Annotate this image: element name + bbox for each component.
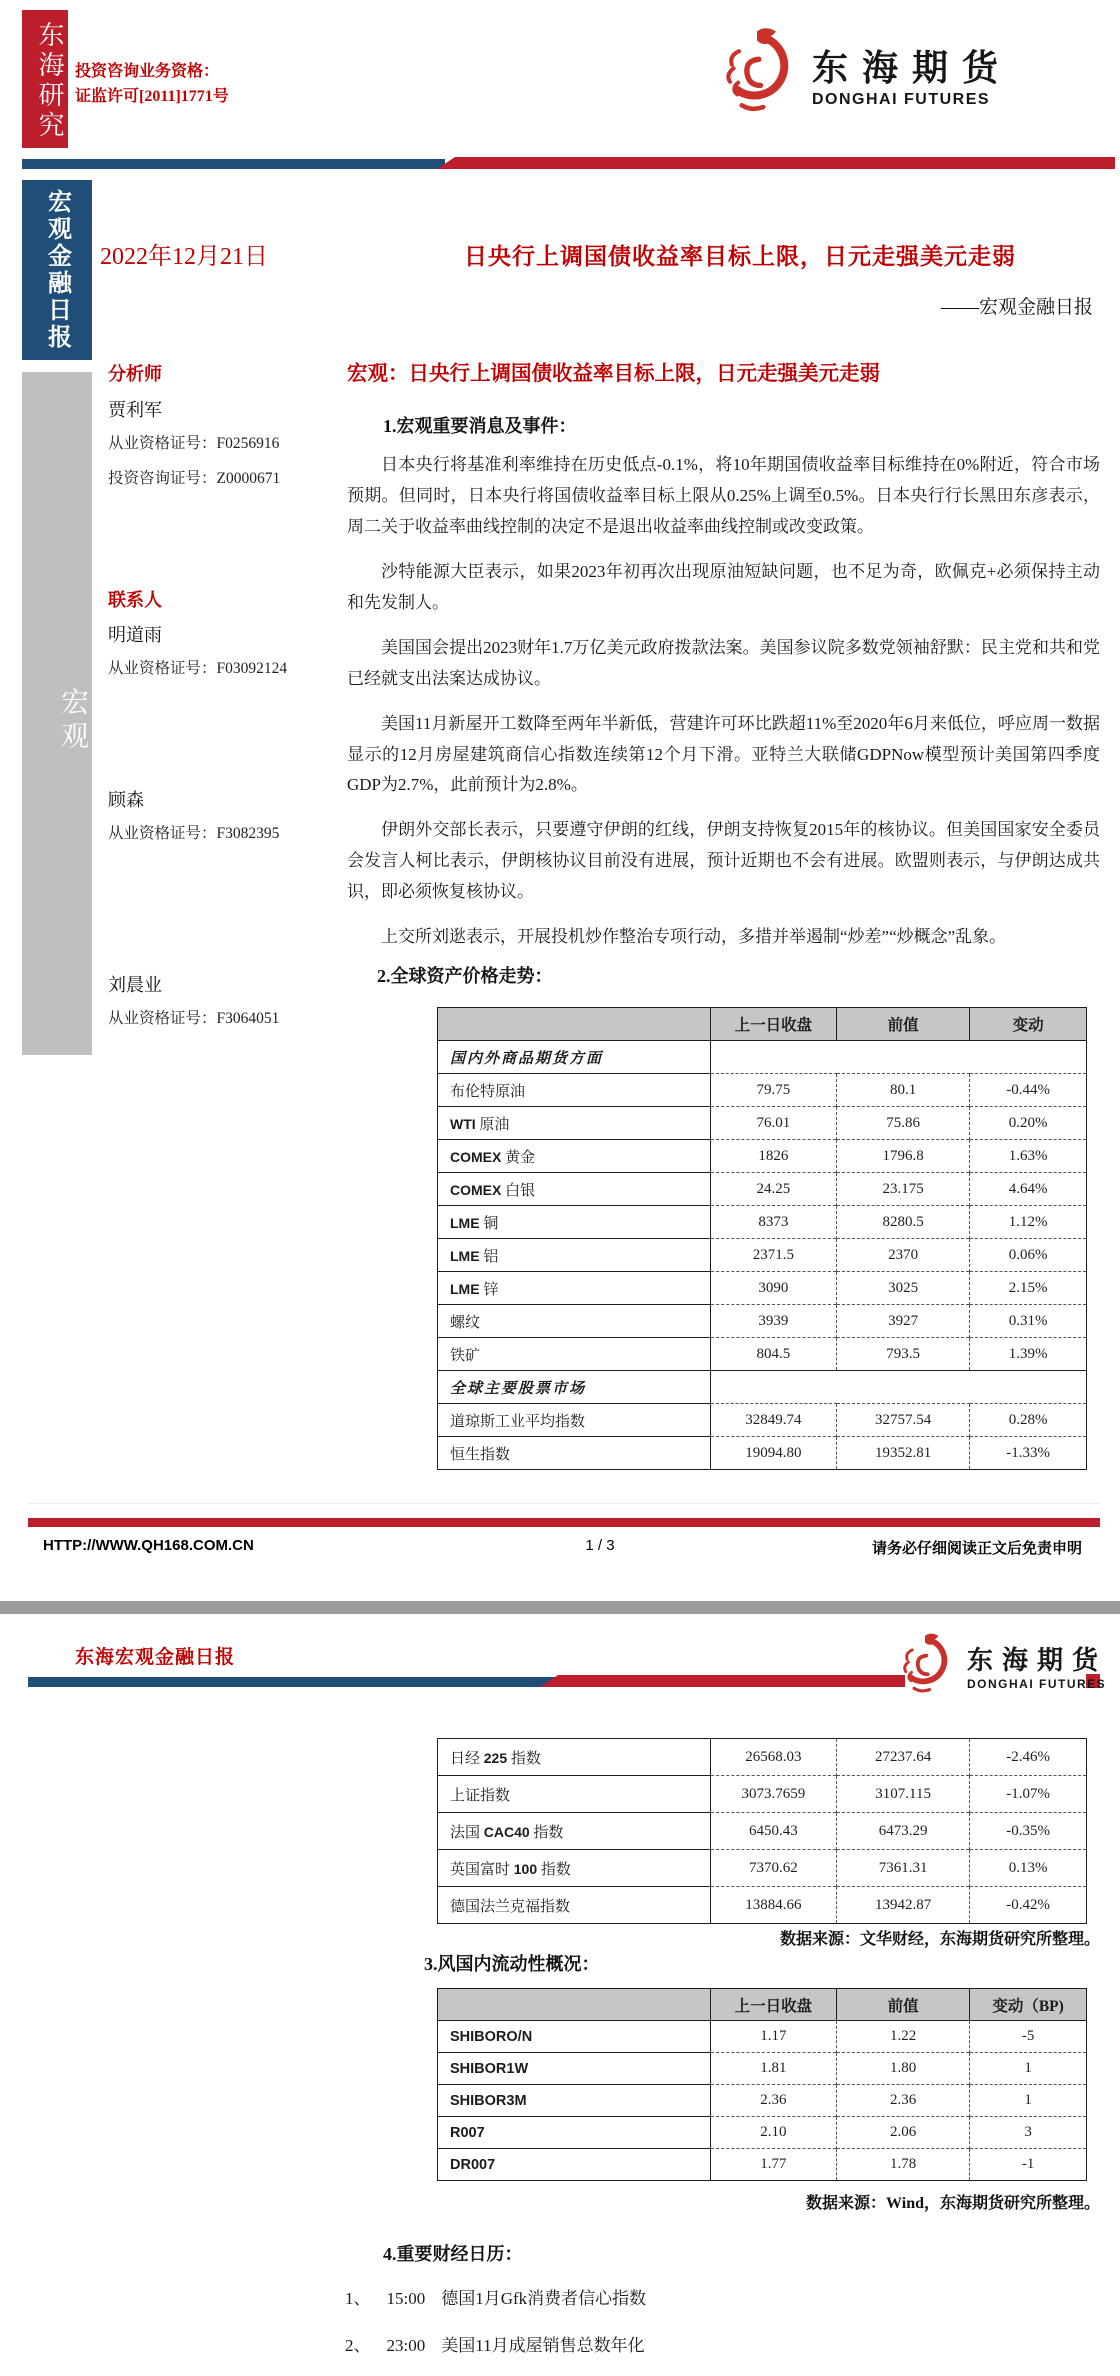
value-cell: -0.35% <box>970 1813 1087 1850</box>
header-rule-red <box>437 157 1115 169</box>
row-label: LME 铜 <box>438 1206 711 1239</box>
table-header-row <box>438 1989 1087 2021</box>
section-block <box>22 372 92 1055</box>
row-label: 英国富时 100 指数 <box>438 1850 711 1887</box>
value-cell: 2.10 <box>710 2117 837 2149</box>
analyst-cert: 从业资格证号：F0256916 <box>108 435 280 452</box>
value-cell: 2371.5 <box>710 1239 837 1272</box>
news-paragraph: 日本央行将基准利率维持在历史低点-0.1%，将10年期国债收益率目标维持在0%附近，符合市场预期。但同时，日本央行将国债收益率目标上限从0.25%上调至0.5%。日本央行行长黑田东彦表示，周二关于收益率曲线控制的决定不是退出收益率曲线控制或改变政策。 <box>347 455 1100 536</box>
report-subtitle: ——宏观金融日报 <box>940 297 1093 318</box>
page2-header-title: 东海宏观金融日报 <box>75 1647 236 1668</box>
section-empty-cell <box>710 1371 1086 1404</box>
row-label: WTI 原油 <box>438 1107 711 1140</box>
row-label: 法国 CAC40 指数 <box>438 1813 711 1850</box>
value-cell: 19094.80 <box>710 1437 837 1470</box>
value-cell: 7370.62 <box>710 1850 837 1887</box>
value-cell: 3090 <box>710 1272 837 1305</box>
table-row <box>438 1206 1087 1239</box>
table-row <box>438 1140 1087 1173</box>
row-label: 上证指数 <box>438 1776 711 1813</box>
value-cell: 1.17 <box>710 2021 837 2053</box>
contact-name: 明道雨 <box>108 625 162 645</box>
value-cell: 75.86 <box>837 1107 970 1140</box>
row-label: SHIBOR1W <box>438 2053 711 2085</box>
contact-cert: 从业资格证号：F3064051 <box>108 1010 280 1027</box>
news-paragraphs <box>347 450 1100 953</box>
news-paragraph: 美国11月新屋开工数降至两年半新低，营建许可环比跌超11%至2020年6月来低位，呼应周一数据显示的12月房屋建筑商信心指数连续第12个月下滑。亚特兰大联储GDPNow模型预计美国第四季度GDP为2.7%，此前预计为2.8%。 <box>347 713 1100 795</box>
banner-text: 东海研究 <box>35 21 64 141</box>
value-cell: 3073.7659 <box>710 1776 837 1813</box>
section-empty-cell <box>710 1041 1086 1074</box>
table-row <box>438 1338 1087 1371</box>
table-row <box>438 1173 1087 1206</box>
macro-section-heading: 宏观：日央行上调国债收益率目标上限，日元走强美元走弱 <box>347 363 880 385</box>
logo-en-text: DONGHAI FUTURES <box>967 1677 1107 1691</box>
table-row <box>438 1887 1087 1924</box>
value-cell: 3025 <box>837 1272 970 1305</box>
value-cell: 1.63% <box>970 1140 1087 1173</box>
row-label: 铁矿 <box>438 1338 711 1371</box>
row-label: 日经 225 指数 <box>438 1739 711 1776</box>
value-cell: 13884.66 <box>710 1887 837 1924</box>
table-row <box>438 1404 1087 1437</box>
header-cell: 变动（BP) <box>970 1989 1087 2021</box>
value-cell: 0.20% <box>970 1107 1087 1140</box>
table-row <box>438 1850 1087 1887</box>
value-cell: 1 <box>970 2085 1087 2117</box>
value-cell: 23.175 <box>837 1173 970 1206</box>
value-cell: -1.07% <box>970 1776 1087 1813</box>
report-title: 日央行上调国债收益率目标上限，日元走强美元走弱 <box>464 244 1016 269</box>
header-cell: 上一日收盘 <box>710 1008 837 1041</box>
header-cell: 变动 <box>970 1008 1087 1041</box>
footer-url: HTTP://WWW.QH168.COM.CN <box>43 1537 254 1554</box>
data-table <box>437 1007 1087 1470</box>
value-cell: 1.77 <box>710 2149 837 2181</box>
row-label: DR007 <box>438 2149 711 2181</box>
analyst-cert: 投资咨询证号：Z0000671 <box>108 470 281 487</box>
calendar-item-no: 2、 <box>345 2336 371 2355</box>
page2-rule-red <box>540 1675 905 1687</box>
header-cell <box>438 1008 711 1041</box>
news-paragraph: 伊朗外交部长表示，只要遵守伊朗的红线，伊朗支持恢复2015年的核协议。但美国国家安全委员会发言人柯比表示，伊朗核协议目前没有进展，预计近期也不会有进展。欧盟则表示，与伊朗达成共识，即必须恢复核协议。 <box>347 820 1100 902</box>
news-section <box>347 356 1100 967</box>
data-source-note: 数据来源：Wind，东海期货研究所整理。 <box>806 2195 1100 2212</box>
row-label: COMEX 白银 <box>438 1173 711 1206</box>
table-row <box>438 1739 1087 1776</box>
value-cell: 2.36 <box>710 2085 837 2117</box>
calendar-item-time: 15:00 <box>386 2289 426 2308</box>
value-cell: 76.01 <box>710 1107 837 1140</box>
report-date: 2022年12月21日 <box>100 244 268 270</box>
value-cell: 1 <box>970 2053 1087 2085</box>
table-row <box>438 1305 1087 1338</box>
value-cell: 19352.81 <box>837 1437 970 1470</box>
value-cell: 0.06% <box>970 1239 1087 1272</box>
row-label: R007 <box>438 2117 711 2149</box>
value-cell: 3939 <box>710 1305 837 1338</box>
value-cell: 80.1 <box>837 1074 970 1107</box>
data-source-note: 数据来源：文华财经，东海期货研究所整理。 <box>779 1931 1100 1948</box>
value-cell: 4.64% <box>970 1173 1087 1206</box>
page2-rule-blue <box>28 1677 555 1687</box>
value-cell: 1.81 <box>710 2053 837 2085</box>
report-type-text: 宏观金融日报 <box>43 189 70 351</box>
value-cell: -0.42% <box>970 1887 1087 1924</box>
table-row <box>438 1437 1087 1470</box>
table-row <box>438 1272 1087 1305</box>
contact-name: 刘晨业 <box>108 975 162 995</box>
value-cell: 6450.43 <box>710 1813 837 1850</box>
value-cell: -2.46% <box>970 1739 1087 1776</box>
value-cell: 7361.31 <box>837 1850 970 1887</box>
value-cell: 1.22 <box>837 2021 970 2053</box>
value-cell: 79.75 <box>710 1074 837 1107</box>
qualification-text <box>75 60 229 110</box>
header-cell: 前值 <box>837 1008 970 1041</box>
contact-label: 联系人 <box>108 590 162 610</box>
row-label: 道琼斯工业平均指数 <box>438 1404 711 1437</box>
table-row <box>438 1239 1087 1272</box>
calendar-item <box>345 2331 661 2356</box>
row-label: COMEX 黄金 <box>438 1140 711 1173</box>
footer-disclaimer: 请务必仔细阅读正文后免责申明 <box>871 1540 1082 1557</box>
report-type-block <box>22 180 92 360</box>
value-cell: 8373 <box>710 1206 837 1239</box>
contact-cert: 从业资格证号：F03092124 <box>108 660 288 677</box>
row-label: 螺纹 <box>438 1305 711 1338</box>
contact-name: 顾森 <box>108 790 144 810</box>
logo-cn-text: 东海期货 <box>812 48 1013 88</box>
company-logo <box>712 26 1012 121</box>
value-cell: 8280.5 <box>837 1206 970 1239</box>
page-number: 1 / 3 <box>585 1537 615 1554</box>
table-row <box>438 2117 1087 2149</box>
row-label: 布伦特原油 <box>438 1074 711 1107</box>
news-paragraph: 美国国会提出2023财年1.7万亿美元政府拨款法案。美国参议院多数党领袖舒默：民主党和共和党已经就支出法案达成协议。 <box>347 637 1100 688</box>
value-cell: 1826 <box>710 1140 837 1173</box>
row-label: SHIBOR3M <box>438 2085 711 2117</box>
value-cell: 2.06 <box>837 2117 970 2149</box>
value-cell: 3927 <box>837 1305 970 1338</box>
news-heading: 1.宏观重要消息及事件： <box>383 416 577 436</box>
assets-heading: 2.全球资产价格走势： <box>377 966 553 986</box>
value-cell: 0.13% <box>970 1850 1087 1887</box>
table-row <box>438 2149 1087 2181</box>
value-cell: 1.12% <box>970 1206 1087 1239</box>
value-cell: 1796.8 <box>837 1140 970 1173</box>
value-cell: 804.5 <box>710 1338 837 1371</box>
calendar-heading: 4.重要财经日历： <box>383 2244 523 2264</box>
page-separator <box>0 1601 1120 1614</box>
table-header-row <box>438 1008 1087 1041</box>
value-cell: -0.44% <box>970 1074 1087 1107</box>
calendar-item-no: 1、 <box>345 2289 371 2308</box>
news-paragraph: 沙特能源大臣表示，如果2023年初再次出现原油短缺问题，也不足为奇，欧佩克+必须保持主动和先发制人。 <box>347 561 1100 612</box>
value-cell: 32757.54 <box>837 1404 970 1437</box>
section-block-text: 宏观 <box>57 686 88 755</box>
row-label: SHIBORO/N <box>438 2021 711 2053</box>
value-cell: -5 <box>970 2021 1087 2053</box>
section-label: 全球主要股票市场 <box>438 1371 711 1404</box>
value-cell: 3 <box>970 2117 1087 2149</box>
value-cell: 1.78 <box>837 2149 970 2181</box>
company-logo <box>893 1632 1107 1701</box>
value-cell: 6473.29 <box>837 1813 970 1850</box>
donghai-dragon-icon <box>712 26 802 121</box>
qualification-line1: 投资咨询业务资格： <box>75 63 220 80</box>
contact-cert: 从业资格证号：F3082395 <box>108 825 280 842</box>
news-paragraph: 上交所刘逖表示，开展投机炒作整治专项行动，多措并举遏制“炒差”“炒概念”乱象。 <box>381 927 1007 947</box>
table-row <box>438 2021 1087 2053</box>
table-row <box>438 1776 1087 1813</box>
logo-cn-text: 东海期货 <box>967 1646 1108 1675</box>
footer-hairline <box>28 1503 1100 1504</box>
calendar-item-event: 美国11月成屋销售总数年化 <box>441 2336 645 2355</box>
value-cell: 26568.03 <box>710 1739 837 1776</box>
value-cell: 32849.74 <box>710 1404 837 1437</box>
section-label: 国内外商品期货方面 <box>438 1041 711 1074</box>
header-cell: 上一日收盘 <box>710 1989 837 2021</box>
value-cell: 2370 <box>837 1239 970 1272</box>
table-row <box>438 2085 1087 2117</box>
table-row <box>438 2053 1087 2085</box>
value-cell: 13942.87 <box>837 1887 970 1924</box>
liquidity-heading: 3.风国内流动性概况： <box>424 1954 600 1974</box>
value-cell: 1.80 <box>837 2053 970 2085</box>
value-cell: 27237.64 <box>837 1739 970 1776</box>
global-assets-table <box>437 1007 1087 1470</box>
analyst-label: 分析师 <box>108 364 162 384</box>
value-cell: 3107.115 <box>837 1776 970 1813</box>
qualification-line2: 证监许可[2011]1771号 <box>75 87 229 105</box>
header-cell: 前值 <box>837 1989 970 2021</box>
header-rule-blue <box>22 159 445 169</box>
value-cell: -1 <box>970 2149 1087 2181</box>
global-assets-table-continued <box>437 1738 1087 1924</box>
footer-rule <box>28 1518 1100 1527</box>
calendar-item <box>345 2284 662 2309</box>
analyst-name: 贾利军 <box>108 400 162 420</box>
table-row <box>438 1813 1087 1850</box>
donghai-dragon-icon <box>893 1632 957 1701</box>
row-label: LME 铝 <box>438 1239 711 1272</box>
value-cell: -1.33% <box>970 1437 1087 1470</box>
value-cell: 0.31% <box>970 1305 1087 1338</box>
section-row <box>438 1371 1087 1404</box>
value-cell: 1.39% <box>970 1338 1087 1371</box>
row-label: 恒生指数 <box>438 1437 711 1470</box>
row-label: LME 锌 <box>438 1272 711 1305</box>
logo-en-text: DONGHAI FUTURES <box>812 91 991 108</box>
table-row <box>438 1107 1087 1140</box>
liquidity-table <box>437 1988 1087 2181</box>
section-row <box>438 1041 1087 1074</box>
data-table <box>437 1988 1087 2181</box>
value-cell: 0.28% <box>970 1404 1087 1437</box>
table-row <box>438 1074 1087 1107</box>
header-cell <box>438 1989 711 2021</box>
row-label: 德国法兰克福指数 <box>438 1887 711 1924</box>
calendar-item-event: 德国1月Gfk消费者信心指数 <box>441 2289 647 2308</box>
value-cell: 24.25 <box>710 1173 837 1206</box>
value-cell: 2.15% <box>970 1272 1087 1305</box>
value-cell: 2.36 <box>837 2085 970 2117</box>
data-table <box>437 1738 1087 1924</box>
value-cell: 793.5 <box>837 1338 970 1371</box>
calendar-item-time: 23:00 <box>386 2336 426 2355</box>
research-banner <box>22 10 68 148</box>
